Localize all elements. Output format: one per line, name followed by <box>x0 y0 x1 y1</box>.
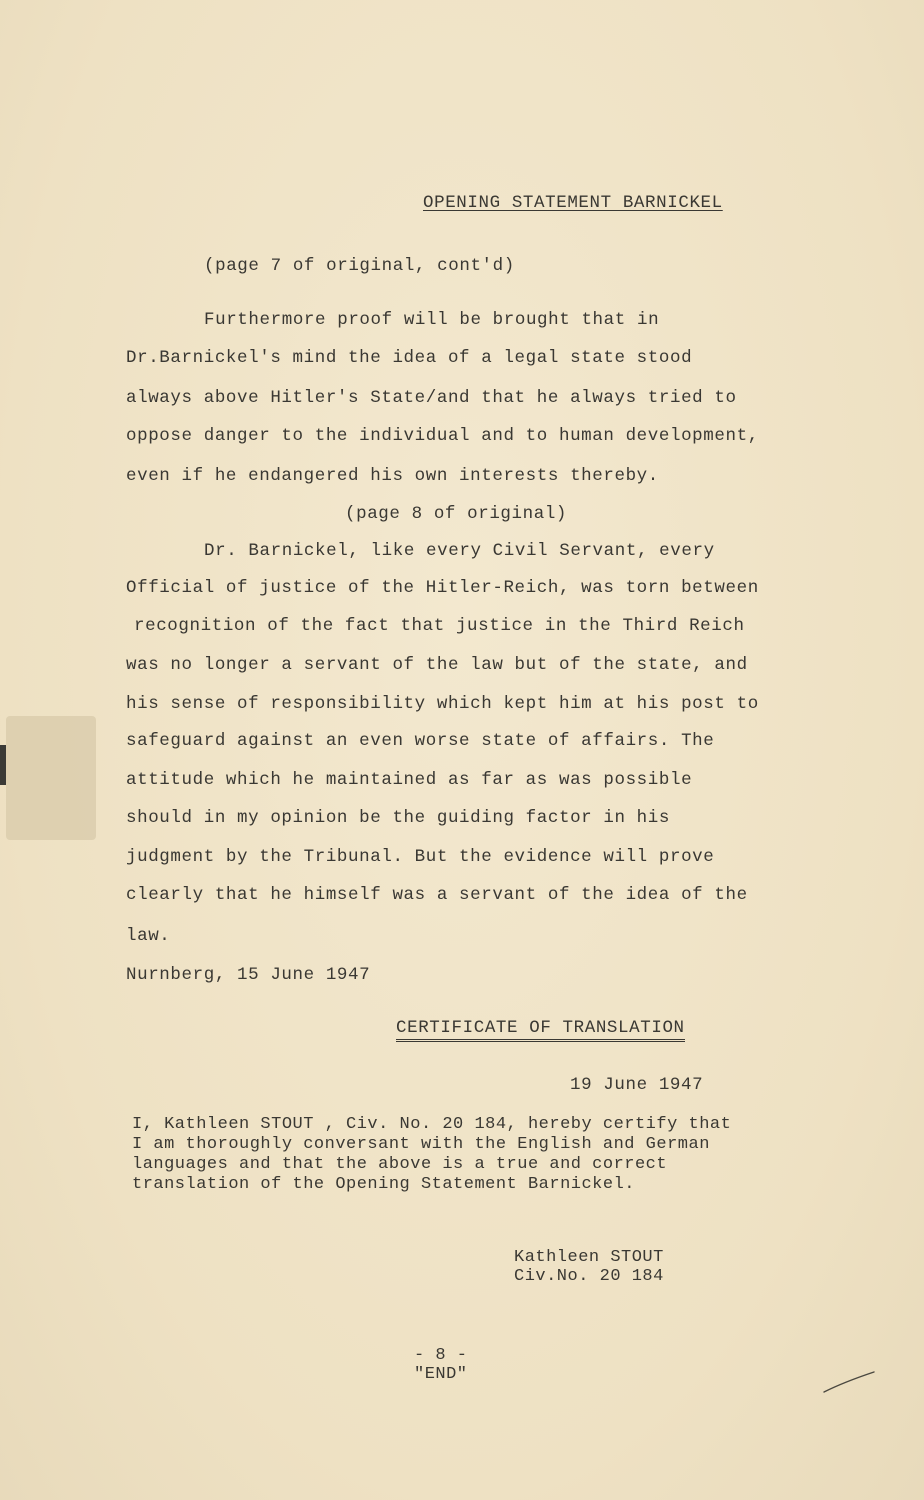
paper-stain <box>6 716 96 840</box>
certificate-title: CERTIFICATE OF TRANSLATION <box>396 1018 685 1042</box>
paragraph-1-line: always above Hitler's State/and that he always tried to <box>126 388 737 408</box>
paragraph-2-line: safeguard against an even worse state of affairs. The <box>126 731 715 751</box>
paragraph-2-line: attitude which he maintained as far as was possible <box>126 770 693 790</box>
page-reference-7: (page 7 of original, cont'd) <box>204 256 515 276</box>
paragraph-1-line: oppose danger to the individual and to human development, <box>126 426 759 446</box>
certificate-text-line: I am thoroughly conversant with the English and German <box>132 1135 710 1154</box>
certificate-text-line: languages and that the above is a true and correct <box>132 1155 668 1174</box>
paragraph-2-line: judgment by the Tribunal. But the evidence will prove <box>126 847 715 867</box>
paragraph-2-line: his sense of responsibility which kept him at his post to <box>126 694 759 714</box>
paragraph-1-line: Dr.Barnickel's mind the idea of a legal state stood <box>126 348 693 368</box>
place-and-date: Nurnberg, 15 June 1947 <box>126 965 371 985</box>
certificate-date: 19 June 1947 <box>570 1075 704 1095</box>
pen-stroke-mark <box>822 1368 878 1396</box>
paragraph-2-line: recognition of the fact that justice in the Third Reich <box>134 616 745 636</box>
end-mark: "END" <box>414 1365 468 1384</box>
paragraph-2-line: clearly that he himself was a servant of the idea of the <box>126 885 748 905</box>
binding-mark <box>0 745 6 785</box>
paragraph-2-line: was no longer a servant of the law but of the state, and <box>126 655 748 675</box>
paragraph-2-line: Dr. Barnickel, like every Civil Servant, every <box>204 541 715 561</box>
certificate-text-line: I, Kathleen STOUT , Civ. No. 20 184, hereby certify that <box>132 1115 732 1134</box>
signature-name: Kathleen STOUT <box>514 1248 664 1267</box>
signature-civ-number: Civ.No. 20 184 <box>514 1267 664 1286</box>
page-reference-8: (page 8 of original) <box>345 504 568 524</box>
page-number: - 8 - <box>414 1346 468 1365</box>
document-title: OPENING STATEMENT BARNICKEL <box>423 193 723 213</box>
paragraph-1-line: even if he endangered his own interests thereby. <box>126 466 659 486</box>
certificate-text-line: translation of the Opening Statement Barnickel. <box>132 1175 635 1194</box>
paragraph-1-line: Furthermore proof will be brought that in <box>204 310 660 330</box>
paragraph-2-line: Official of justice of the Hitler-Reich, was torn between <box>126 578 759 598</box>
paragraph-2-line: should in my opinion be the guiding factor in his <box>126 808 670 828</box>
paragraph-2-line: law. <box>126 926 171 946</box>
